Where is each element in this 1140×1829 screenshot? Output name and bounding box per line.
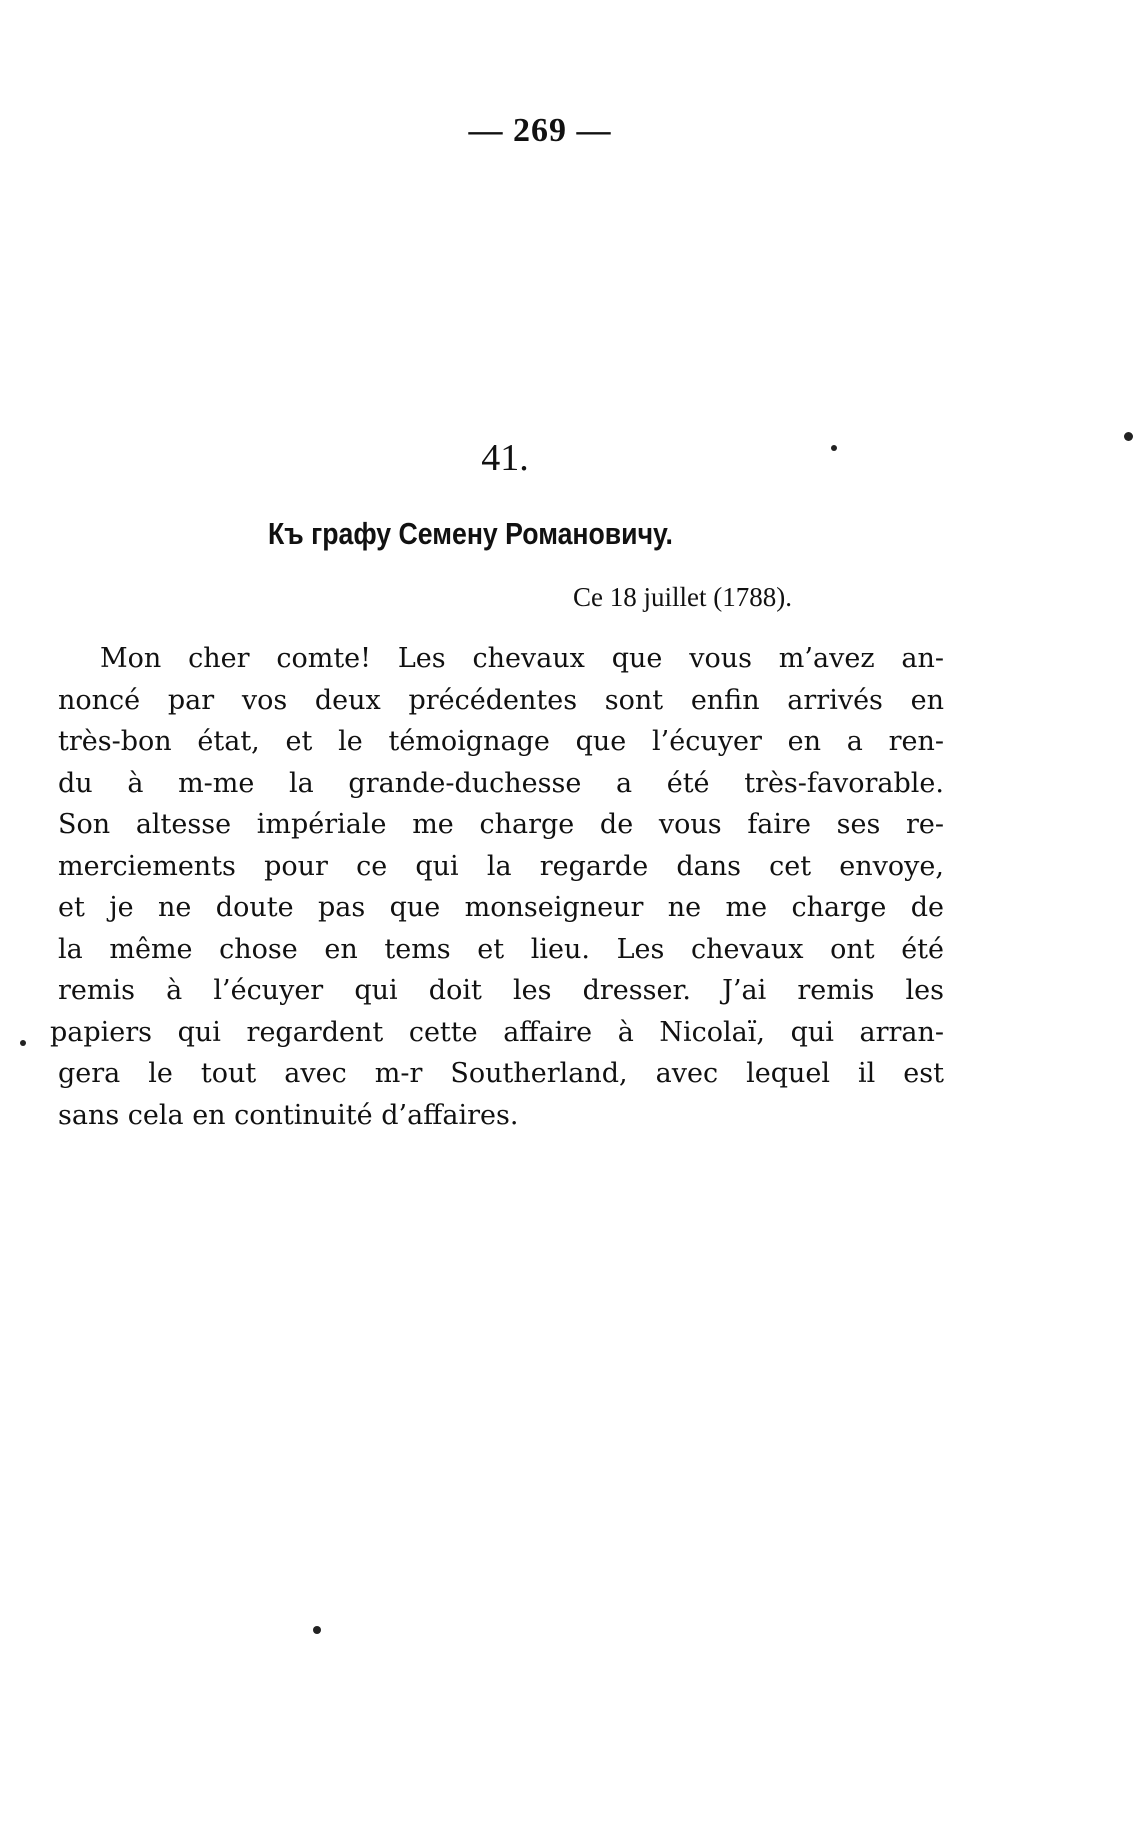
body-line: et je ne doute pas que monseigneur ne me charge de [58, 892, 944, 923]
letter-addressee: Къ графу Семену Романовичу. [268, 516, 673, 551]
body-line: gera le tout avec m-r Southerland, avec lequel il est [58, 1058, 944, 1089]
ink-speck [1124, 432, 1133, 441]
letter-body [50, 638, 944, 1136]
body-line: très-bon état, et le témoignage que l’écuyer en a ren- [58, 726, 944, 757]
body-line: merciements pour ce qui la regarde dans cet envoye, [58, 850, 944, 882]
ink-speck [831, 445, 837, 451]
body-line: Mon cher comte! Les chevaux que vous m’avez an- [100, 643, 944, 674]
body-line: remis à l’écuyer qui doit les dresser. J’ai remis les [58, 975, 944, 1006]
body-line: Son altesse impériale me charge de vous faire ses re- [58, 809, 944, 840]
ink-speck [20, 1040, 26, 1046]
body-line: noncé par vos deux précédentes sont enfin arrivés en [58, 684, 944, 716]
body-line: sans cela en continuité d’affaires. [58, 1099, 519, 1131]
page-number: — 269 — [468, 112, 612, 149]
body-line: du à m-me la grande-duchesse a été très-favorable. [58, 767, 944, 799]
ink-speck [313, 1626, 321, 1634]
letter-dateline: Ce 18 juillet (1788). [573, 582, 792, 612]
body-line: papiers qui regardent cette affaire à Nicolaï, qui arran- [50, 1016, 944, 1048]
body-line: la même chose en tems et lieu. Les chevaux ont été [58, 933, 944, 965]
letter-number: 41. [481, 437, 529, 479]
